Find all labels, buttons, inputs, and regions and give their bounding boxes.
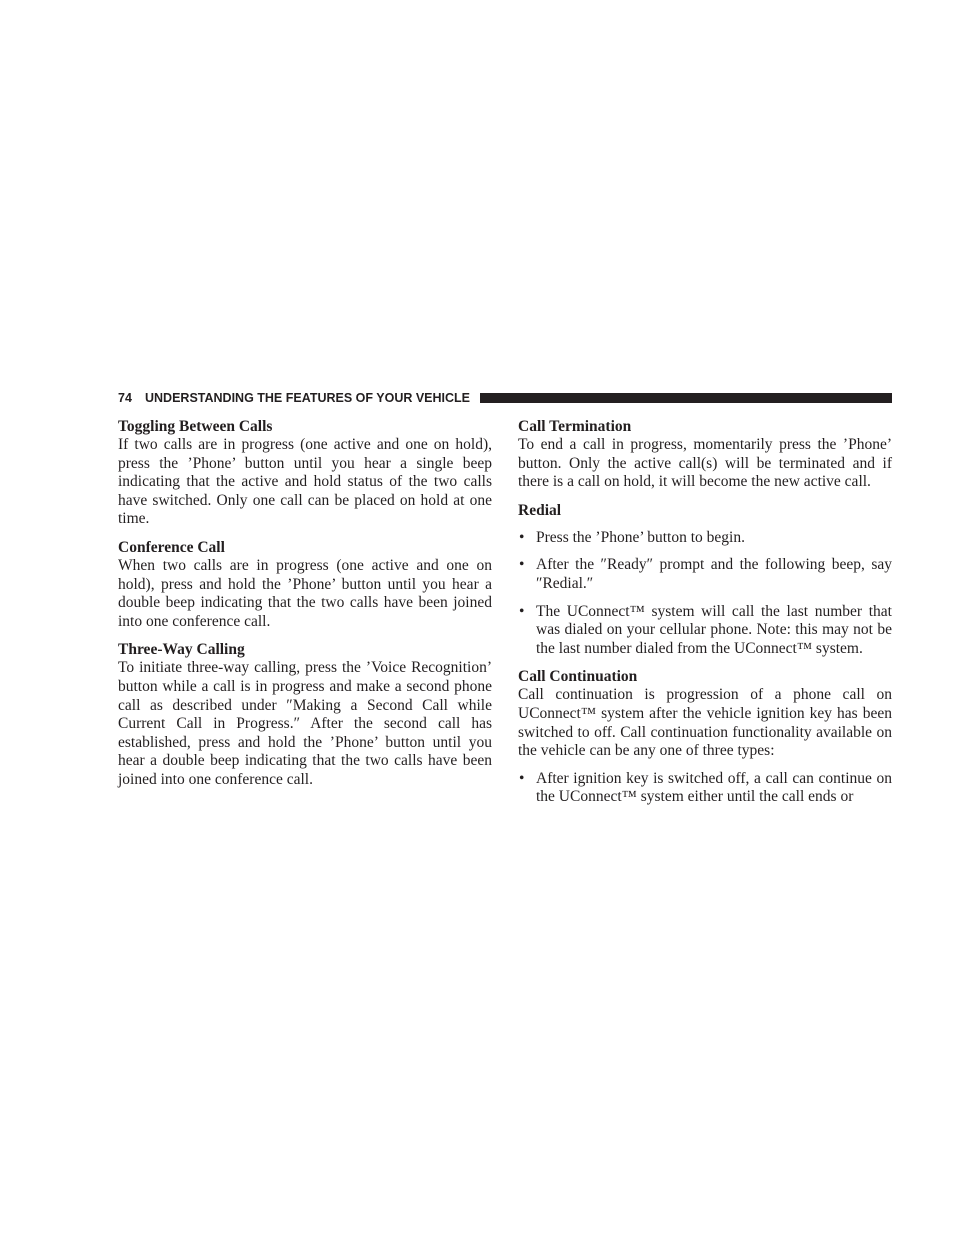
heading-conference-call: Conference Call bbox=[118, 538, 225, 556]
heading-call-termination: Call Termination bbox=[518, 418, 632, 435]
paragraph-toggling-between-calls: If two calls are in progress (one active and one on hold), press the ’Phone’ button until you hear a single beep indicating that the active and hold status of the two calls have switched. Only one call can be placed on hold at one time. bbox=[118, 436, 492, 528]
list-item-text: After the ″Ready″ prompt and the following beep, say ″Redial.″ bbox=[536, 556, 892, 592]
list-item-text: Press the ’Phone’ button to begin. bbox=[536, 528, 745, 546]
list-item bbox=[518, 770, 892, 807]
list-item bbox=[518, 529, 892, 548]
list-item-text: After ignition key is switched off, a call can continue on the UConnect™ system either until the call ends or bbox=[536, 769, 892, 806]
list-item-text: The UConnect™ system will call the last number that was dialed on your cellular phone. Note: this may not be the last number dialed from the UConnect™ system. bbox=[536, 602, 892, 657]
redial-list bbox=[518, 529, 892, 659]
heading-redial: Redial bbox=[518, 501, 562, 519]
paragraph-call-termination: To end a call in progress, momentarily press the ’Phone’ button. Only the active call(s) will be terminated and if there is a call on hold, it will become the new active call. bbox=[518, 436, 892, 491]
paragraph-conference-call: When two calls are in progress (one active and one on hold), press and hold the ’Phone’ button until you hear a double beep indicating that the two calls have been joined into one conference call. bbox=[118, 556, 492, 630]
list-item bbox=[518, 556, 892, 593]
heading-toggling-between-calls: Toggling Between Calls bbox=[118, 418, 273, 435]
list-item bbox=[518, 603, 892, 659]
paragraph-three-way-calling: To initiate three-way calling, press the ’Voice Recognition’ button while a call is in progress and make a second phone call as described under ″Making a Second Call while Current Call in Progress.″ After the second call has established, press and hold the ’Phone’ button until you hear a double beep indicating that the two calls have been joined into one conference call. bbox=[118, 659, 492, 788]
page-header bbox=[118, 389, 892, 407]
bullet-icon: • bbox=[519, 769, 525, 787]
call-continuation-list bbox=[518, 770, 892, 807]
left-column bbox=[118, 417, 492, 799]
bullet-icon: • bbox=[519, 528, 525, 546]
right-column bbox=[518, 417, 892, 816]
page-number: 74 bbox=[118, 391, 132, 405]
section-title: UNDERSTANDING THE FEATURES OF YOUR VEHICLE bbox=[145, 391, 471, 405]
paragraph-call-continuation: Call continuation is progression of a phone call on UConnect™ system after the vehicle ignition key has been switched to off. Call continuation functionality available on the vehicle can be any one of three types: bbox=[518, 686, 892, 760]
bullet-icon: • bbox=[519, 602, 525, 620]
bullet-icon: • bbox=[519, 556, 525, 574]
heading-call-continuation: Call Continuation bbox=[518, 668, 638, 686]
header-rule-bar bbox=[480, 393, 892, 403]
heading-three-way-calling: Three-Way Calling bbox=[118, 641, 245, 659]
